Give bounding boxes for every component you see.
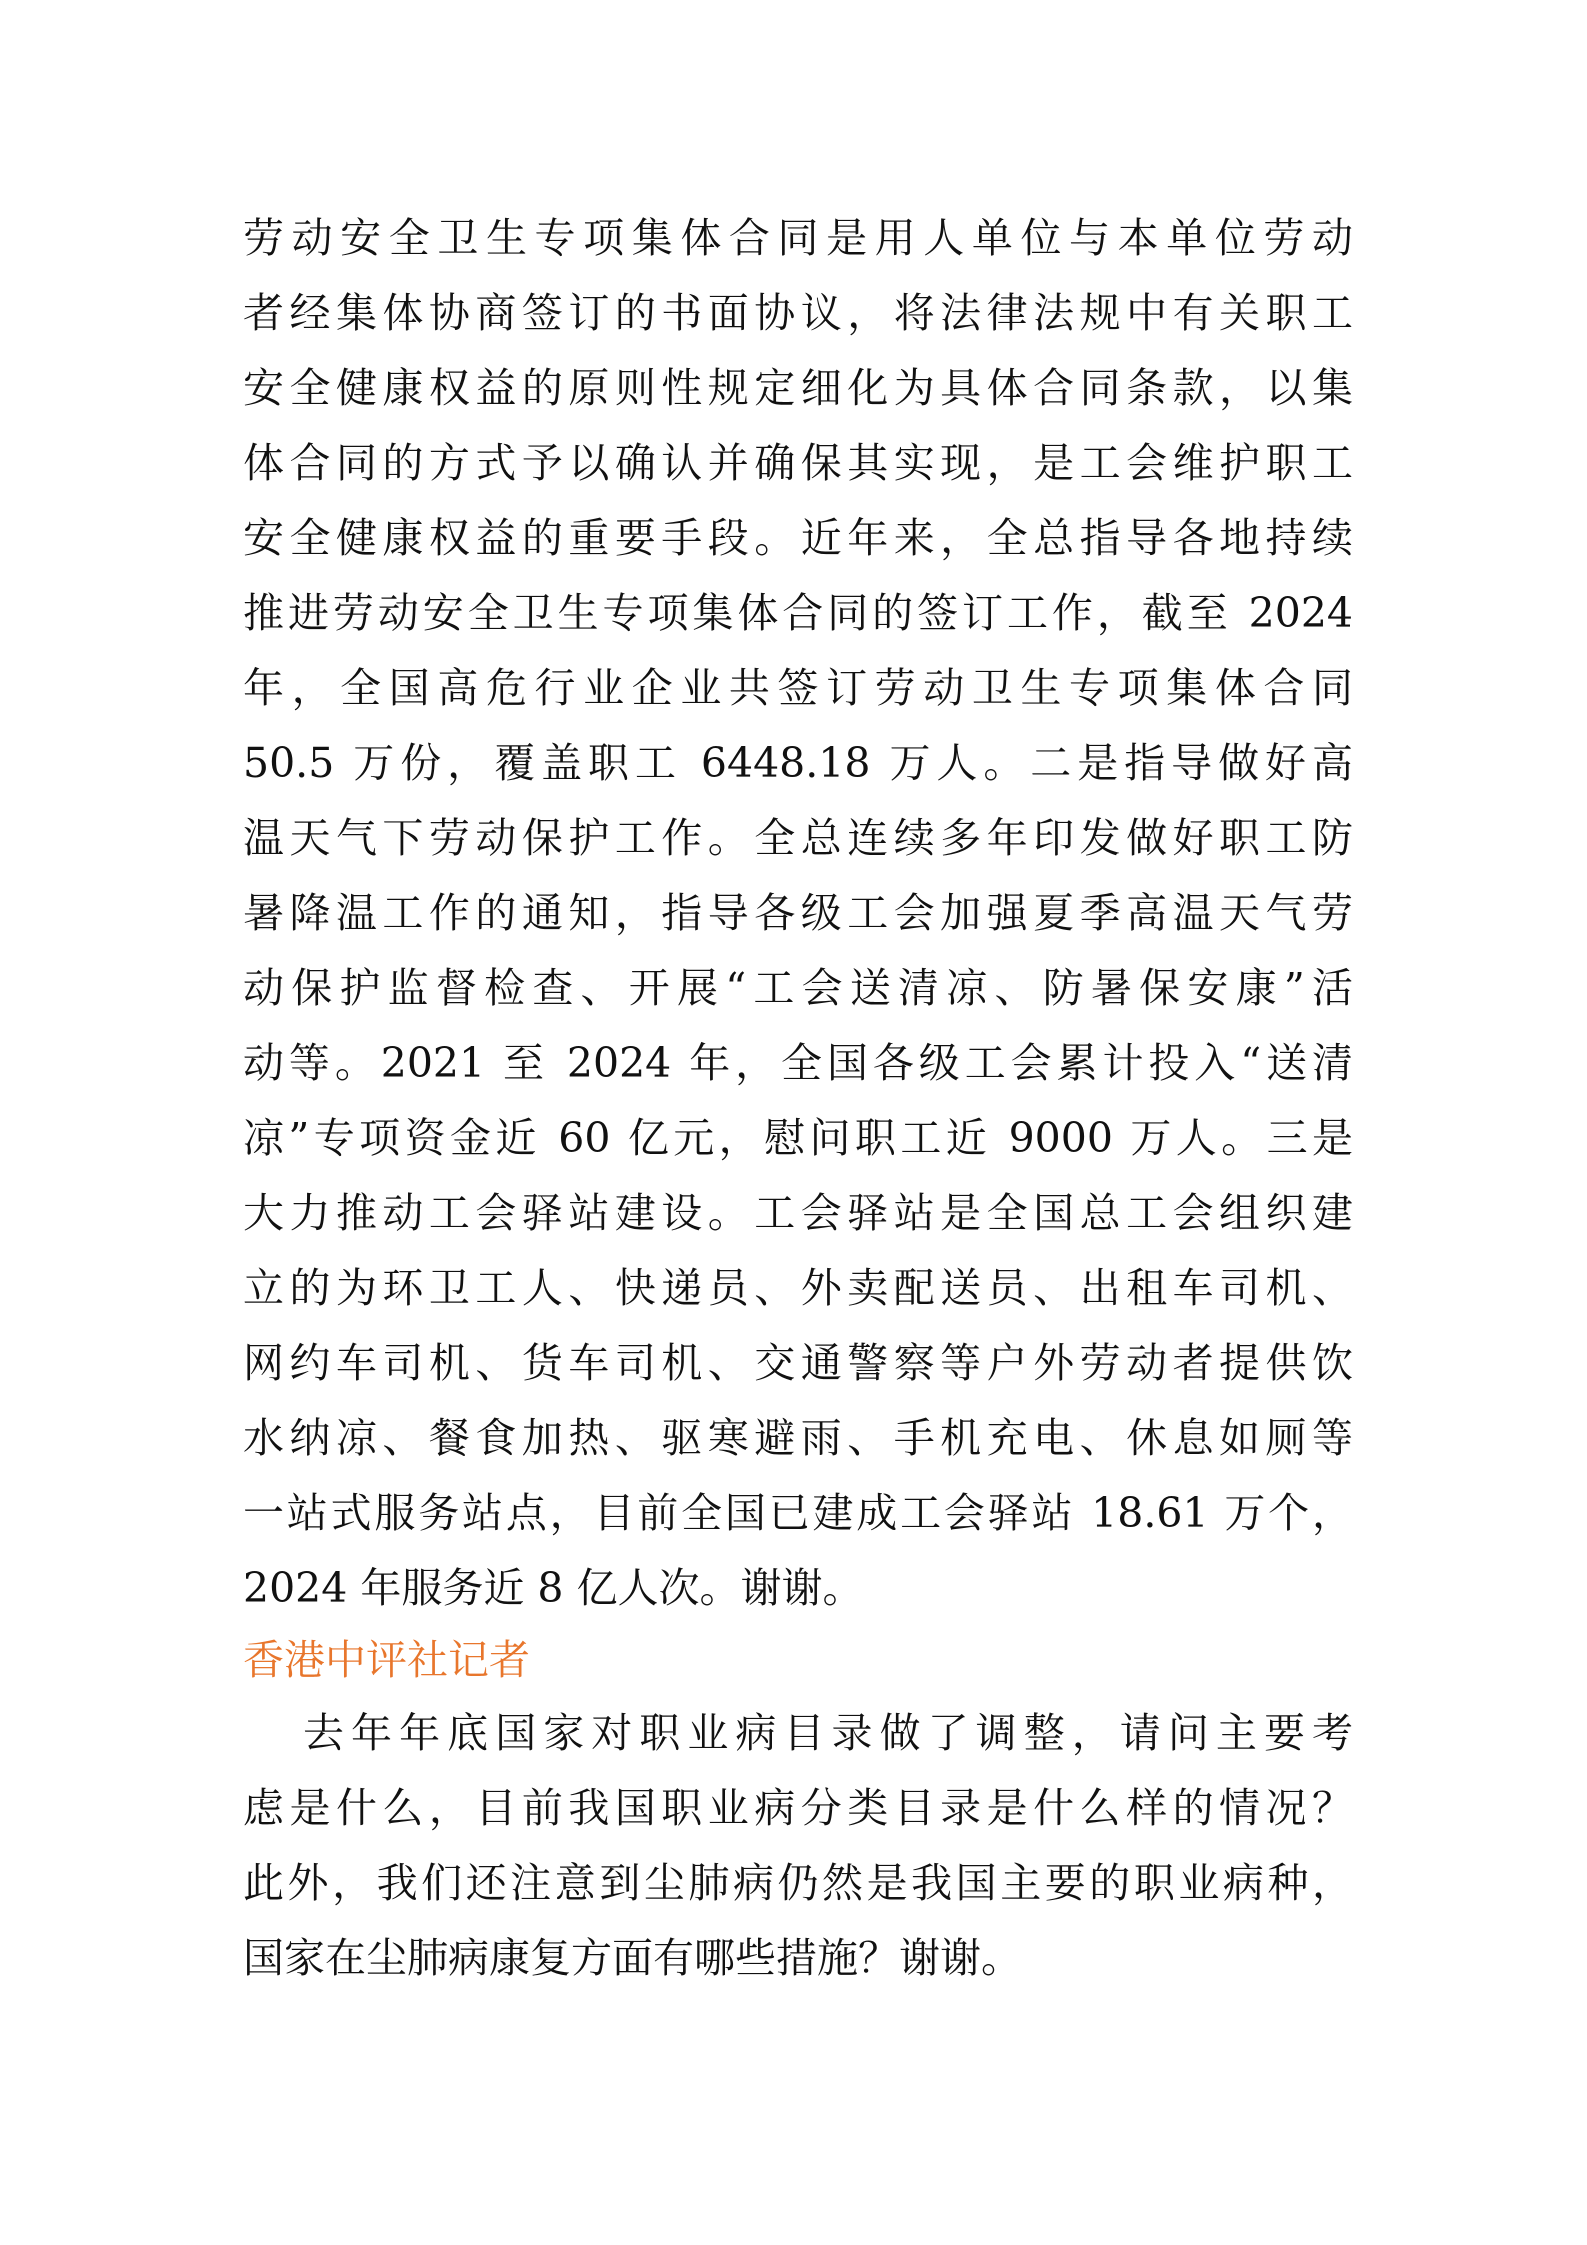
paragraph1-line-2: 者经集体协商签订的书面协议，将法律法规中有关职工 bbox=[243, 289, 1353, 337]
paragraph1-line-9: 温天气下劳动保护工作。全总连续多年印发做好职工防 bbox=[243, 814, 1353, 862]
paragraph1-line-11: 动保护监督检查、开展“工会送清凉、防暑保安康”活 bbox=[243, 964, 1353, 1012]
paragraph1-line-5: 安全健康权益的重要手段。近年来，全总指导各地持续 bbox=[243, 514, 1353, 562]
paragraph1-line-16: 网约车司机、货车司机、交通警察等户外劳动者提供饮 bbox=[243, 1339, 1353, 1387]
paragraph1-line-10: 暑降温工作的通知，指导各级工会加强夏季高温天气劳 bbox=[243, 889, 1353, 937]
paragraph1-line-8: 50.5 万份，覆盖职工 6448.18 万人。二是指导做好高 bbox=[243, 739, 1353, 787]
paragraph2-line-2: 虑是什么，目前我国职业病分类目录是什么样的情况？ bbox=[243, 1784, 1353, 1832]
paragraph1-line-14: 大力推动工会驿站建设。工会驿站是全国总工会组织建 bbox=[243, 1189, 1353, 1237]
paragraph1-line-7: 年，全国高危行业企业共签订劳动卫生专项集体合同 bbox=[243, 664, 1353, 712]
paragraph1-line-13: 凉”专项资金近 60 亿元，慰问职工近 9000 万人。三是 bbox=[243, 1114, 1353, 1162]
paragraph2-line-3: 此外，我们还注意到尘肺病仍然是我国主要的职业病种， bbox=[243, 1859, 1353, 1907]
paragraph1-line-17: 水纳凉、餐食加热、驱寒避雨、手机充电、休息如厕等 bbox=[243, 1414, 1353, 1462]
paragraph1-line-12: 动等。2021 至 2024 年，全国各级工会累计投入“送清 bbox=[243, 1039, 1353, 1087]
paragraph1-line-19: 2024 年服务近 8 亿人次。谢谢。 bbox=[243, 1564, 864, 1612]
paragraph1-line-6: 推进劳动安全卫生专项集体合同的签订工作，截至 2024 bbox=[243, 589, 1353, 637]
speaker-label: 香港中评社记者 bbox=[243, 1636, 530, 1684]
paragraph1-line-3: 安全健康权益的原则性规定细化为具体合同条款，以集 bbox=[243, 364, 1353, 412]
paragraph1-line-15: 立的为环卫工人、快递员、外卖配送员、出租车司机、 bbox=[243, 1264, 1353, 1312]
paragraph1-line-18: 一站式服务站点，目前全国已建成工会驿站 18.61 万个， bbox=[243, 1489, 1353, 1537]
paragraph1-line-1: 劳动安全卫生专项集体合同是用人单位与本单位劳动 bbox=[243, 214, 1353, 262]
paragraph1-line-4: 体合同的方式予以确认并确保其实现，是工会维护职工 bbox=[243, 439, 1353, 487]
paragraph2-line-1: 去年年底国家对职业病目录做了调整，请问主要考 bbox=[303, 1709, 1353, 1757]
paragraph2-line-4: 国家在尘肺病康复方面有哪些措施？谢谢。 bbox=[243, 1934, 1022, 1982]
